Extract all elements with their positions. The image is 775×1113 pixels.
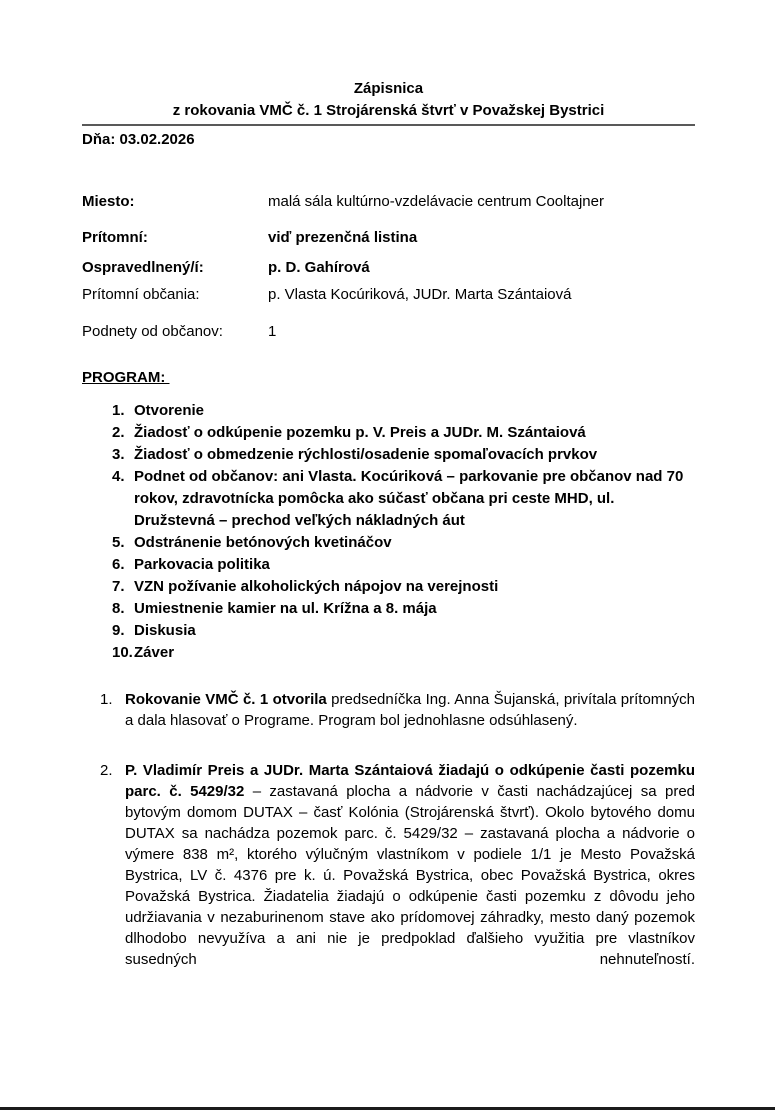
program-item-text: VZN požívanie alkoholických nápojov na verejnosti bbox=[134, 578, 499, 595]
program-list bbox=[82, 400, 695, 664]
field-value-podnety: 1 bbox=[268, 323, 277, 340]
program-item-text: Parkovacia politika bbox=[134, 556, 270, 573]
minutes-section bbox=[82, 689, 695, 970]
paragraph-text bbox=[125, 689, 695, 731]
field-row-pritomni bbox=[82, 227, 695, 249]
program-item-number: 6. bbox=[112, 556, 125, 573]
program-item-5 bbox=[82, 532, 695, 554]
field-label-ospravedlneny: Ospravedlnený/í: bbox=[82, 259, 204, 276]
program-item-9 bbox=[82, 620, 695, 642]
program-item-3 bbox=[82, 444, 695, 466]
program-item-number: 1. bbox=[112, 402, 125, 419]
program-item-2 bbox=[82, 422, 695, 444]
field-row-miesto bbox=[82, 191, 695, 213]
program-item-text: Záver bbox=[134, 644, 175, 661]
program-item-4 bbox=[82, 466, 695, 532]
program-item-10 bbox=[82, 642, 695, 664]
program-item-text: Odstránenie betónových kvetináčov bbox=[134, 534, 392, 551]
field-value-miesto: malá sála kultúrno-vzdelávacie centrum Cooltajner bbox=[268, 193, 604, 210]
field-row-pritomni-obcania bbox=[82, 284, 695, 306]
program-item-number: 9. bbox=[112, 622, 125, 639]
paragraph-number: 2. bbox=[100, 762, 113, 779]
document-content bbox=[82, 0, 695, 970]
field-row-ospravedlneny bbox=[82, 257, 695, 279]
document-title bbox=[82, 78, 695, 122]
field-value-pritomni-obcania: p. Vlasta Kocúriková, JUDr. Marta Szántaiová bbox=[268, 286, 572, 303]
field-label-podnety: Podnety od občanov: bbox=[82, 323, 223, 340]
program-item-number: 7. bbox=[112, 578, 125, 595]
paragraph-number: 1. bbox=[100, 691, 113, 708]
program-item-number: 2. bbox=[112, 424, 125, 441]
program-item-text: Diskusia bbox=[134, 622, 196, 639]
paragraph-body: predsedníčka Ing. Anna Šujanská, privítala prítomných a dala hlasovať o Programe. Program bol jednohlasne odsúhlasený. bbox=[125, 691, 695, 729]
paragraph-bold-lead: Rokovanie VMČ č. 1 otvorila bbox=[125, 691, 327, 708]
paragraph-text bbox=[125, 760, 695, 970]
program-item-text: Umiestnenie kamier na ul. Krížna a 8. mája bbox=[134, 600, 437, 617]
paragraph-body: – zastavaná plocha a nádvorie v časti nachádzajúcej sa pred bytovým domom DUTAX – časť Kolónia (Strojárenská štvrť). Okolo bytového domu DUTAX sa nachádza pozemok parc. č. 5429/32 – zastavaná plocha a nádvorie o výmere 838 m², ktorého výlučným vlastníkom v podiele 1/1 je Mesto Považská Bystrica, LV č. 4376 pre k. ú. Považská Bystrica, obec Považská Bystrica, okres Považská Bystrica. Žiadatelia žiadajú o odkúpenie časti pozemku z dôvodu jeho udržiavania v nezaburinenom stave ako prídomovej záhradky, mesto daný pozemok dlhodobo nevyužíva a ani nie je predpoklad ďalšieho využitia pre vlastníkov susedných nehnuteľností. bbox=[125, 783, 696, 968]
program-item-number: 4. bbox=[112, 468, 125, 485]
program-item-8 bbox=[82, 598, 695, 620]
details-section bbox=[82, 191, 695, 343]
field-row-podnety bbox=[82, 321, 695, 343]
field-label-pritomni: Prítomní: bbox=[82, 229, 148, 246]
program-item-text: Podnet od občanov: ani Vlasta. Kocúriková – parkovanie pre občanov nad 70 rokov, zdravotnícka pomôcka ako súčasť občana pri ceste MHD, ul. Družstevná – prechod veľkých nákladných áut bbox=[134, 468, 684, 529]
page-bottom-edge bbox=[0, 1107, 775, 1110]
date-line: Dňa: 03.02.2026 bbox=[82, 131, 195, 148]
program-item-number: 8. bbox=[112, 600, 125, 617]
program-item-number: 10. bbox=[112, 644, 133, 661]
program-item-text: Otvorenie bbox=[134, 402, 205, 419]
header-divider bbox=[82, 124, 695, 126]
program-item-number: 5. bbox=[112, 534, 125, 551]
program-item-text: Žiadosť o odkúpenie pozemku p. V. Preis a JUDr. M. Szántaiová bbox=[134, 424, 586, 441]
field-value-pritomni: viď prezenčná listina bbox=[268, 229, 418, 246]
program-item-6 bbox=[82, 554, 695, 576]
field-label-pritomni-obcania: Prítomní občania: bbox=[82, 286, 200, 303]
title-line-1: Zápisnica bbox=[353, 80, 424, 97]
title-line-2: z rokovania VMČ č. 1 Strojárenská štvrť v Považskej Bystrici bbox=[172, 102, 605, 119]
field-value-ospravedlneny: p. D. Gahírová bbox=[268, 259, 370, 276]
program-item-number: 3. bbox=[112, 446, 125, 463]
program-item-1 bbox=[82, 400, 695, 422]
program-heading: PROGRAM: bbox=[82, 369, 170, 386]
field-label-miesto: Miesto: bbox=[82, 193, 135, 210]
program-item-7 bbox=[82, 576, 695, 598]
minutes-paragraph-1 bbox=[82, 689, 695, 731]
paragraph-bold-lead: P. Vladimír Preis a JUDr. Marta Szántaiová žiadajú o odkúpenie časti pozemku parc. č. 5429/32 bbox=[125, 762, 695, 800]
program-item-text: Žiadosť o obmedzenie rýchlosti/osadenie spomaľovacích prvkov bbox=[134, 446, 598, 463]
minutes-paragraph-2 bbox=[82, 760, 695, 970]
